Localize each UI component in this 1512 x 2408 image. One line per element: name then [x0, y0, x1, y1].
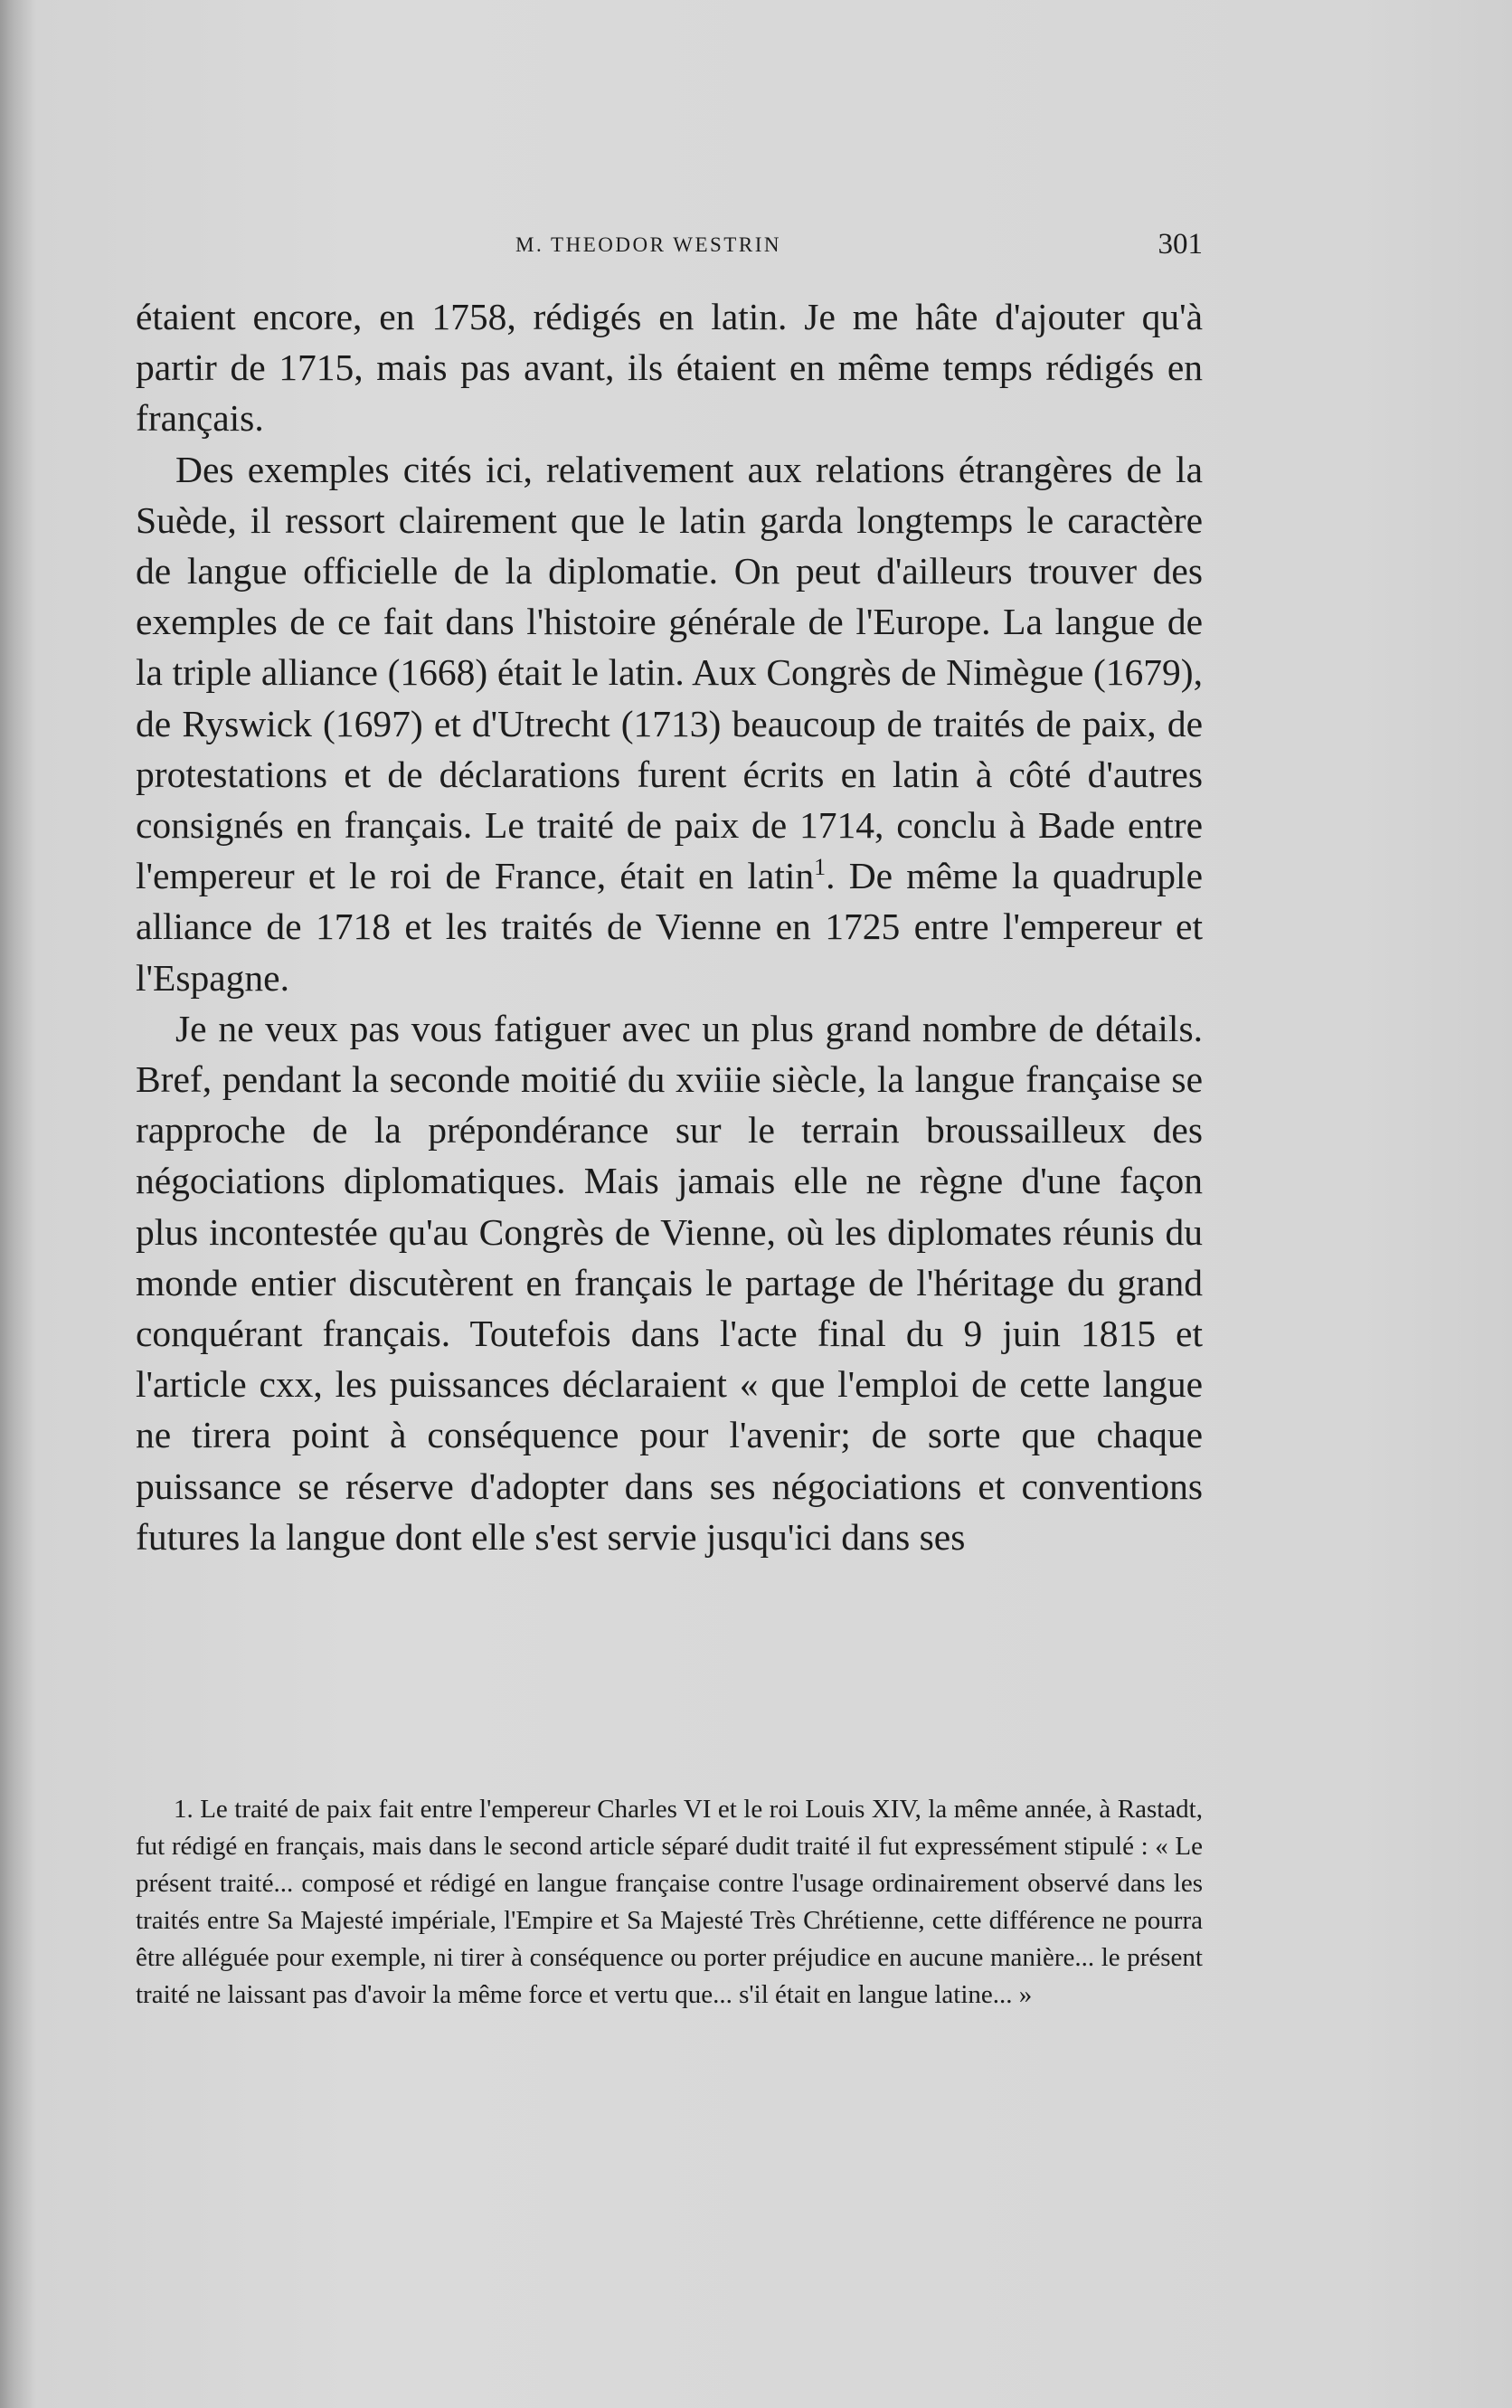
running-head: M. THEODOR WESTRIN — [515, 233, 781, 256]
page-number: 301 — [1158, 228, 1203, 261]
paragraph-3: Je ne veux pas vous fatiguer avec un plus grand nombre de détails. Bref, pendant la seconde moitié du xviiie siècle, la langue française se rapproche de la prépondérance sur le terrain broussailleux des négociations diplomatiques. Mais jamais elle ne règne d'une façon plus incontestée qu'au Congrès de Vienne, où les diplomates réunis du monde entier discutèrent en français le partage de l'héritage du grand conquérant français. Toutefois dans l'acte final du 9 juin 1815 et l'article cxx, les puissances déclaraient « que l'emploi de cette langue ne tirera point à conséquence pour l'avenir; de sorte que chaque puissance se réserve d'adopter dans ses négociations et conventions futures la langue dont elle s'est servie jusqu'ici dans ses — [136, 1007, 1203, 1558]
page-header — [136, 228, 1203, 264]
paragraph-2-part-1: Des exemples cités ici, relativement aux relations étrangères de la Suède, il ressort clairement que le latin garda longtemps le caractère de langue officielle de la diplomatie. On peut d'ailleurs trouver des exemples de ce fait dans l'histoire générale de l'Europe. La langue de la triple alliance (1668) était le latin. Aux Congrès de Nimègue (1679), de Ryswick (1697) et d'Utrecht (1713) beaucoup de traités de paix, de protestations et de déclarations furent écrits en latin à côté d'autres consignés en français. Le traité de paix de 1714, conclu à Bade entre l'empereur et le roi de France, était en latin — [136, 448, 1203, 897]
paragraph-2-part-2: . De même la quadruple alliance de 1718 et les traités de Vienne en 1725 entre l'empereur et l'Espagne. — [136, 855, 1203, 999]
footnote-text: 1. Le traité de paix fait entre l'empereur Charles VI et le roi Louis XIV, la même année, à Rastadt, fut rédigé en français, mais dans le second article séparé dudit traité il fut expressément stipulé : « Le présent traité... composé et rédigé en langue française contre l'usage ordinairement observé dans les traités entre Sa Majesté impériale, l'Empire et Sa Majesté Très Chrétienne, cette différence ne pourra être alléguée pour exemple, ni tirer à conséquence ou porter préjudice en aucune manière... le présent traité ne laissant pas d'avoir la même force et vertu que... s'il était en langue latine... » — [136, 1795, 1203, 2009]
paragraph-1: étaient encore, en 1758, rédigés en latin. Je me hâte d'ajouter qu'à partir de 1715, mais pas avant, ils étaient en même temps rédigés en français. — [136, 296, 1203, 440]
paragraph-2 — [136, 444, 1203, 1003]
main-text — [136, 291, 1203, 1562]
footnote — [136, 1791, 1203, 2014]
footnote-reference: 1 — [814, 854, 827, 881]
